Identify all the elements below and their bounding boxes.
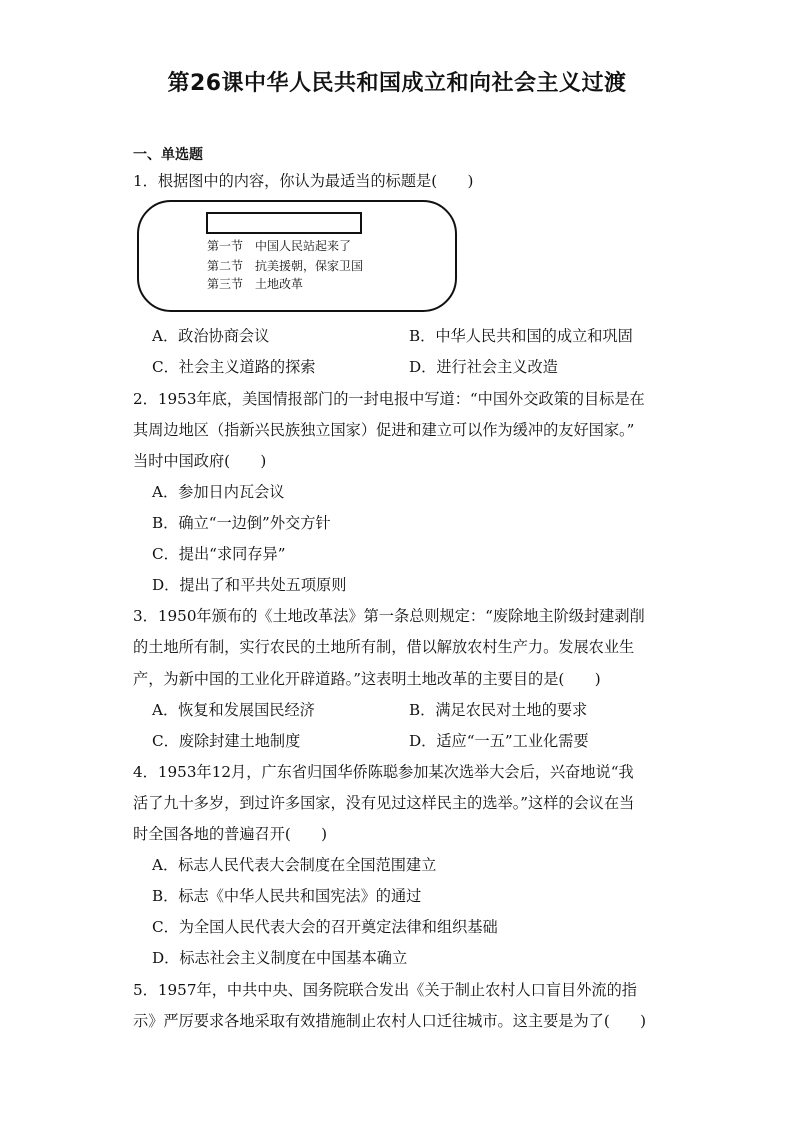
q1-stem: 1．根据图中的内容，你认为最适当的标题是( ) <box>133 172 474 190</box>
page-title: 第26课中华人民共和国成立和向社会主义过渡 <box>167 71 627 96</box>
q1-figure-line-2: 第二节 抗美援朝，保家卫国 <box>207 259 364 273</box>
q4-option-b: B．标志《中华人民共和国宪法》的通过 <box>152 887 422 905</box>
q3-option-c: C．废除封建土地制度 <box>152 732 301 750</box>
q3-stem-line-2: 的土地所有制，实行农民的土地所有制，借以解放农村生产力。发展农业生 <box>133 638 635 656</box>
q1-option-b: B．中华人民共和国的成立和巩固 <box>409 327 633 345</box>
q2-option-b: B．确立“一边倒”外交方针 <box>152 514 331 532</box>
q3-option-a: A．恢复和发展国民经济 <box>152 701 315 719</box>
q2-stem-line-1: 2．1953年底，美国情报部门的一封电报中写道：“中国外交政策的目标是在 <box>133 390 645 408</box>
q1-figure-line-1: 第一节 中国人民站起来了 <box>207 239 352 253</box>
q1-figure-blank-title <box>206 212 362 234</box>
q4-stem-line-2: 活了九十多岁，到过许多国家，没有见过这样民主的选举。”这样的会议在当 <box>133 794 635 812</box>
q2-stem-line-2: 其周边地区（指新兴民族独立国家）促进和建立可以作为缓冲的友好国家。” <box>133 421 635 439</box>
q1-option-d: D．进行社会主义改造 <box>409 358 558 376</box>
q4-stem-line-3: 时全国各地的普遍召开( ) <box>133 825 328 843</box>
q3-stem-line-3: 产，为新中国的工业化开辟道路。”这表明土地改革的主要目的是( ) <box>133 670 601 688</box>
section-heading: 一、单选题 <box>133 147 203 163</box>
q4-option-d: D．标志社会主义制度在中国基本确立 <box>152 949 408 967</box>
q1-figure-line-3: 第三节 土地改革 <box>207 277 304 291</box>
q1-option-c: C．社会主义道路的探索 <box>152 358 316 376</box>
q2-option-c: C．提出“求同存异” <box>152 545 286 563</box>
q2-stem-line-3: 当时中国政府( ) <box>133 452 267 470</box>
q3-stem-line-1: 3．1950年颁布的《土地改革法》第一条总则规定：“废除地主阶级封建剥削 <box>133 607 645 625</box>
q4-stem-line-1: 4．1953年12月，广东省归国华侨陈聪参加某次选举大会后，兴奋地说“我 <box>133 763 634 781</box>
q5-stem-line-2: 示》严厉要求各地采取有效措施制止农村人口迁往城市。这主要是为了( ) <box>133 1012 647 1030</box>
q2-option-d: D．提出了和平共处五项原则 <box>152 576 347 594</box>
q3-option-b: B．满足农民对土地的要求 <box>409 701 588 719</box>
q1-option-a: A．政治协商会议 <box>152 327 270 345</box>
q4-option-a: A．标志人民代表大会制度在全国范围建立 <box>152 856 437 874</box>
q5-stem-line-1: 5．1957年，中共中央、国务院联合发出《关于制止农村人口盲目外流的指 <box>133 981 637 999</box>
q4-option-c: C．为全国人民代表大会的召开奠定法律和组织基础 <box>152 918 498 936</box>
q3-option-d: D．适应“一五”工业化需要 <box>409 732 589 750</box>
q2-option-a: A．参加日内瓦会议 <box>152 483 285 501</box>
